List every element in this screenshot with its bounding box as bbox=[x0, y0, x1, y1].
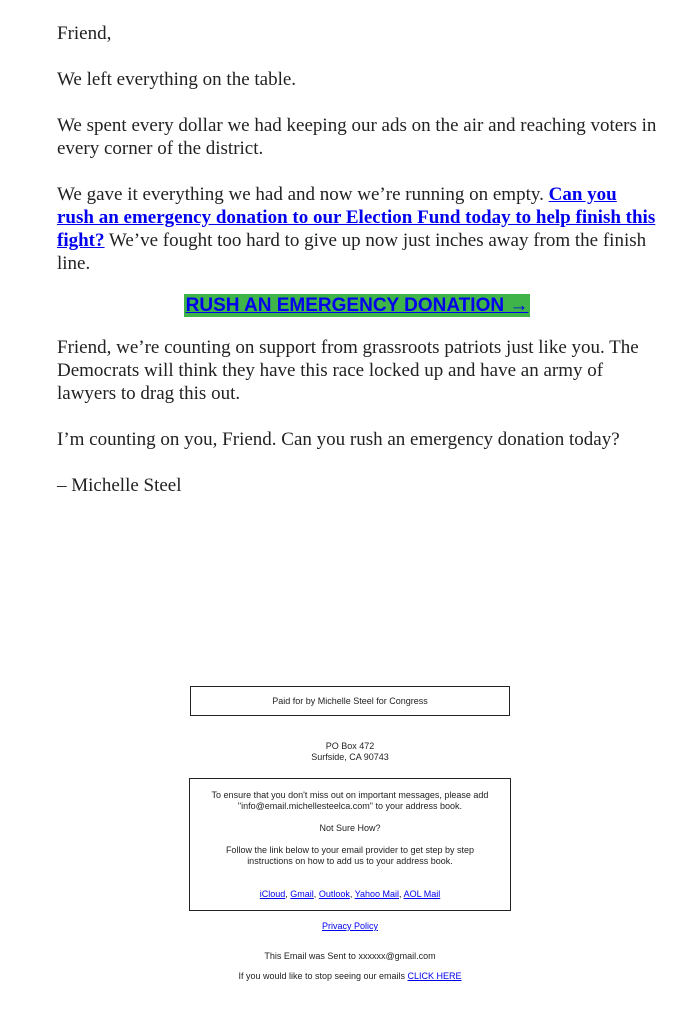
paid-for-text: Paid for by Michelle Steel for Congress bbox=[272, 695, 428, 706]
privacy-row bbox=[0, 921, 700, 932]
privacy-policy-link[interactable]: Privacy Policy bbox=[321, 921, 378, 931]
paragraph-5: I’m counting on you, Friend. Can you rush an emergency donation today? bbox=[57, 429, 620, 450]
rush-donation-button[interactable]: RUSH AN EMERGENCY DONATION → bbox=[185, 295, 529, 316]
address-book-text: To ensure that you don't miss out on important messages, please add "info@email.michellesteelca.com" to your address book. bbox=[211, 790, 489, 811]
sent-to-text: This Email was Sent to xxxxxx@gmail.com bbox=[264, 951, 436, 961]
address-line-1: PO Box 472 bbox=[325, 741, 375, 751]
provider-link-aol[interactable]: AOL Mail bbox=[403, 889, 441, 899]
email-body bbox=[57, 0, 657, 520]
paragraph-1: We left everything on the table. bbox=[57, 69, 297, 90]
paragraph-3-start: We gave it everything we had and now we’re running on empty. bbox=[57, 184, 549, 205]
unsubscribe-row bbox=[0, 971, 700, 982]
email-provider-links: iCloud, Gmail, Outlook, Yahoo Mail, AOL Mail bbox=[259, 889, 441, 899]
email-footer bbox=[0, 686, 700, 982]
provider-link-gmail[interactable]: Gmail bbox=[290, 889, 314, 899]
signature: – Michelle Steel bbox=[57, 475, 182, 496]
donation-inline-link[interactable]: Can you rush an emergency donation to our Election Fund today to help finish this fight? bbox=[57, 184, 656, 251]
paragraph-3-end: We’ve fought too hard to give up now just inches away from the finish line. bbox=[57, 230, 647, 274]
provider-link-outlook[interactable]: Outlook bbox=[318, 889, 350, 899]
paragraph-3 bbox=[57, 183, 657, 275]
paragraph-2: We spent every dollar we had keeping our ads on the air and reaching voters in every corner of the district. bbox=[57, 115, 657, 159]
provider-link-icloud[interactable]: iCloud bbox=[259, 889, 286, 899]
follow-instructions-text: Follow the link below to your email provider to get step by step instructions on how to add us to your address book. bbox=[225, 845, 475, 866]
not-sure-heading: Not Sure How? bbox=[319, 823, 381, 833]
greeting: Friend, bbox=[57, 23, 112, 44]
address-line-2: Surfside, CA 90743 bbox=[311, 752, 389, 762]
cta-container bbox=[57, 294, 657, 317]
unsubscribe-link[interactable]: CLICK HERE bbox=[407, 971, 462, 981]
paragraph-4: Friend, we’re counting on support from grassroots patriots just like you. The Democrats will think they have this race locked up and have an army of lawyers to drag this out. bbox=[57, 337, 639, 404]
mailing-address bbox=[0, 741, 700, 763]
provider-link-yahoo[interactable]: Yahoo Mail bbox=[354, 889, 400, 899]
unsubscribe-text: If you would like to stop seeing our emails bbox=[238, 971, 408, 981]
paid-for-box bbox=[190, 686, 510, 716]
address-book-box bbox=[189, 778, 511, 911]
